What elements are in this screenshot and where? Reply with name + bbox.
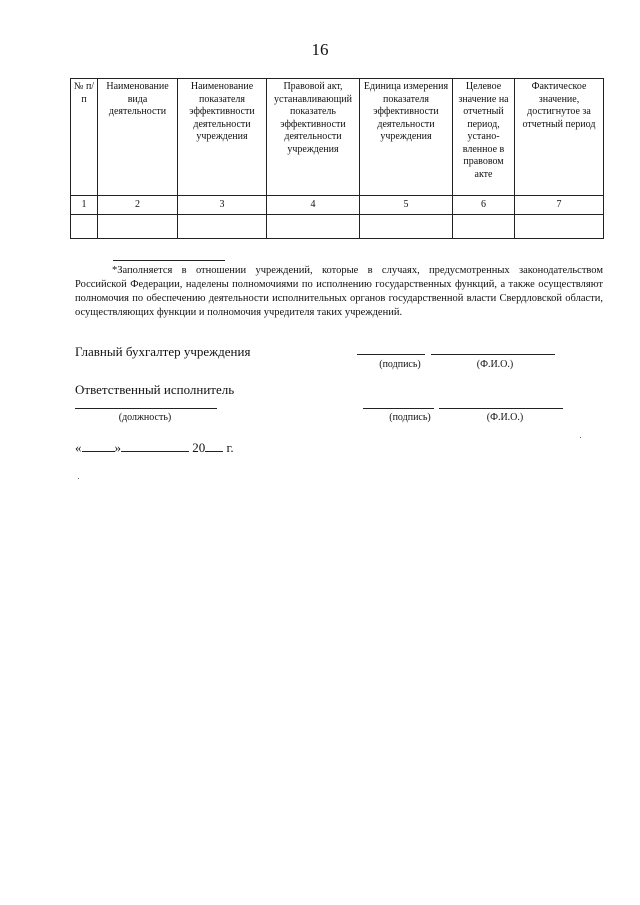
date-year-suffix: г. xyxy=(226,440,234,455)
header-unit: Единица измерения показателя эффективности деятельности учреждения xyxy=(360,79,453,196)
header-actual-value: Фактическое значение, достигнутое за отчетный период xyxy=(515,79,604,196)
header-indicator-name: Наименование показателя эффективности деятельности учреждения xyxy=(178,79,267,196)
empty-cell[interactable] xyxy=(178,215,267,239)
responsible-position-line[interactable] xyxy=(75,408,217,409)
column-number: 2 xyxy=(98,196,178,215)
date-year-blank[interactable] xyxy=(205,439,223,452)
empty-cell[interactable] xyxy=(71,215,98,239)
table-row-empty xyxy=(71,215,604,239)
chief-signature-line[interactable] xyxy=(357,354,425,355)
column-number-row xyxy=(71,196,604,215)
header-legal-act: Правовой акт, устанавливающий показатель эффективности деятельности учреждения xyxy=(267,79,360,196)
empty-cell[interactable] xyxy=(515,215,604,239)
column-number: 1 xyxy=(71,196,98,215)
column-number: 5 xyxy=(360,196,453,215)
header-number: № п/п xyxy=(71,79,98,196)
empty-cell[interactable] xyxy=(360,215,453,239)
column-number: 6 xyxy=(453,196,515,215)
empty-cell[interactable] xyxy=(453,215,515,239)
scan-speck xyxy=(78,478,79,479)
empty-cell[interactable] xyxy=(267,215,360,239)
chief-name-caption: (Ф.И.О.) xyxy=(476,359,514,370)
responsible-executor-title: Ответственный исполнитель xyxy=(75,382,235,397)
responsible-position-caption: (должность) xyxy=(118,412,172,423)
chief-signature-caption: (подпись) xyxy=(379,359,421,370)
date-month-blank[interactable] xyxy=(121,439,189,452)
date-close-quote: » xyxy=(114,440,121,455)
footnote-text: *Заполняется в отношении учреждений, которые в случаях, предусмотренных законодательством Российской Федерации, наделены полномочиями по исполнению государственных функций, а также осуществляют полномочия по обеспечению деятельности исполнительных органов государственной власти Свердловской области, осуществляющих функции и полномочия учредителя таких учреждений. xyxy=(75,265,603,318)
column-number: 4 xyxy=(267,196,360,215)
responsible-name-line[interactable] xyxy=(439,408,563,409)
date-day-blank[interactable] xyxy=(82,439,115,452)
header-target-value: Целевое значение на отчетный период, устано-вленное в правовом акте xyxy=(453,79,515,196)
chief-accountant-title: Главный бухгалтер учреждения xyxy=(75,344,251,359)
table-header-row xyxy=(71,79,604,196)
date-open-quote: « xyxy=(75,440,82,455)
responsible-signature-line[interactable] xyxy=(363,408,434,409)
scan-speck xyxy=(580,437,581,438)
page-number: 16 xyxy=(311,40,329,59)
date-year-prefix: 20 xyxy=(192,440,206,455)
empty-cell[interactable] xyxy=(98,215,178,239)
column-number: 7 xyxy=(515,196,604,215)
header-activity-type: Наименование вида деятельности xyxy=(98,79,178,196)
performance-table xyxy=(70,78,604,239)
date-line xyxy=(75,439,234,456)
responsible-signature-caption: (подпись) xyxy=(389,412,431,423)
responsible-name-caption: (Ф.И.О.) xyxy=(486,412,524,423)
column-number: 3 xyxy=(178,196,267,215)
footnote-separator xyxy=(113,260,225,261)
chief-name-line[interactable] xyxy=(431,354,555,355)
